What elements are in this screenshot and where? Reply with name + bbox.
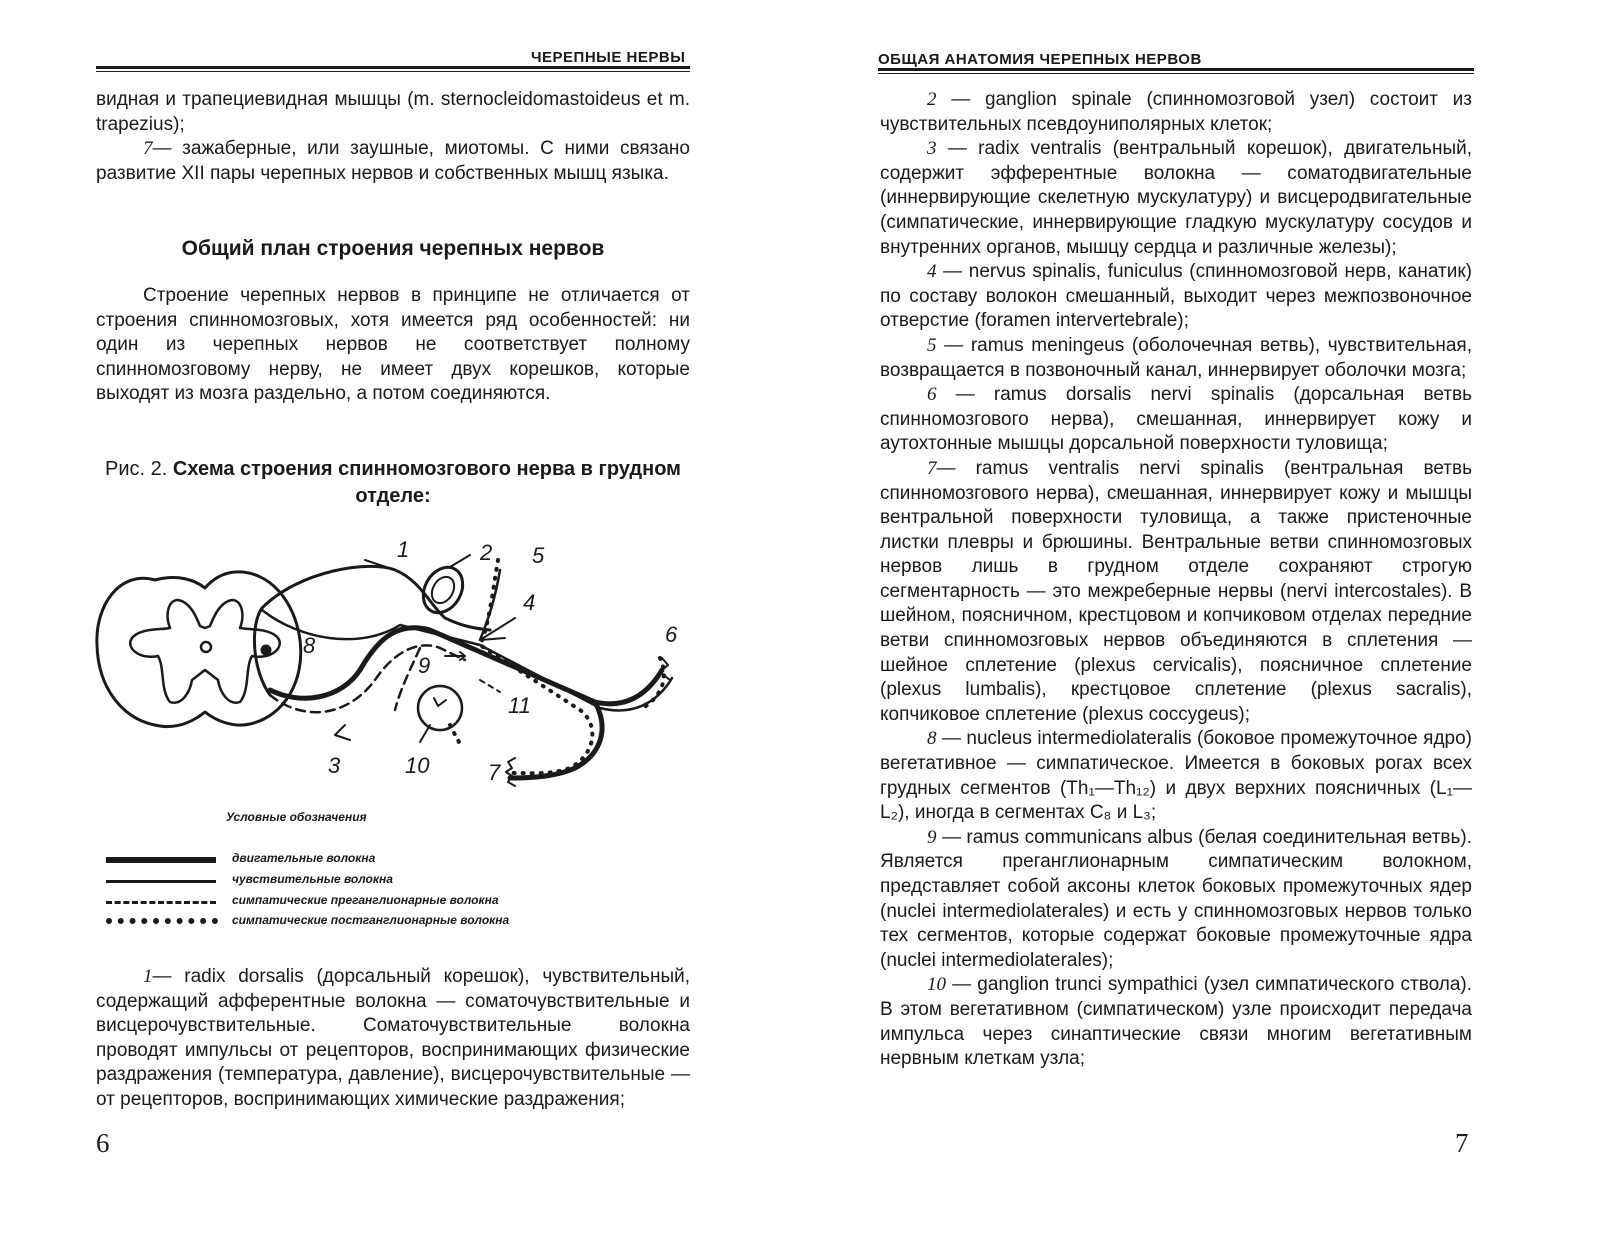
- diagram-label: 2: [480, 540, 493, 565]
- right-page: [800, 0, 1600, 1237]
- header-rule: [96, 66, 690, 69]
- legend-item: двигательные волокна: [106, 853, 536, 867]
- body-text-bottom: [96, 965, 690, 1113]
- section-heading: Общий план строения черепных нервов: [181, 237, 605, 260]
- spinal-ganglion: [415, 560, 470, 620]
- list-item: 8 — nucleus intermediolateralis (боковое промежуточное ядро) вегетативное — симпатическое. Имеется в боковых рогах всех грудных сегментов (Th₁—Th₁₂) и двух верхних поясничных (L₁—L₂), иногда в сегментах C₈ и L₃;: [880, 728, 1472, 824]
- header-rule-thin: [96, 71, 690, 72]
- intro-paragraph: Строение черепных нервов в принципе не отличается от строения спинномозговых, хотя имеется ряд особенностей: ни один из черепных нервов не соответствует полному спинномозговому нерву, не имеет двух корешков, которые выходят из мозга раздельно, а потом соединяются.: [96, 285, 690, 405]
- diagram-label: 7: [488, 760, 501, 785]
- legend-item: симпатические преганглионарные волокна: [106, 895, 536, 909]
- legend-title: Условные обозначения: [226, 810, 367, 824]
- central-canal: [201, 642, 211, 652]
- list-item: 10 — ganglion trunci sympathici (узел симпатического ствола). В этом вегетативном (симпатическом) узле происходит передача импульса через синаптические связи многим вегетативным нервным клеткам узла;: [880, 974, 1472, 1070]
- list-item: 4 — nervus spinalis, funiculus (спинномозговой нерв, канатик) по составу волокон смешанный, выходит через межпозвоночное отверстие (foramen intervertebrale);: [880, 261, 1473, 332]
- diagram-label: 1: [397, 537, 410, 562]
- body-text: [880, 88, 1472, 1072]
- diagram-label: 9: [418, 653, 431, 678]
- running-head: ОБЩАЯ АНАТОМИЯ ЧЕРЕПНЫХ НЕРВОВ: [878, 51, 1202, 68]
- postganglionic-fiber: [480, 560, 592, 773]
- page-number: 6: [96, 1128, 110, 1158]
- paragraph: видная и трапециевидная мышцы (m. sternocleidomastoideus et m. trapezius);: [96, 89, 690, 135]
- spinal-nerve-diagram: [0, 530, 800, 860]
- list-item: 3 — radix ventralis (вентральный корешок), двигательный, содержит эфферентные волокна — соматодвигательные (иннервирующие скелетную мускулатуру) и висцеродвигательные (симпатические, иннервирующие гладкую мускулатуру сосудов и внутренних органов, мышцу сердца и различные железы);: [880, 138, 1472, 258]
- legend-swatch-preganglionic: [106, 901, 216, 904]
- diagram-label: 10: [405, 753, 430, 778]
- diagram-label: 8: [303, 633, 316, 658]
- figure-caption: Рис. 2. Схема строения спинномозгового нерва в грудном отделе:: [105, 458, 681, 507]
- legend-swatch-sensory: [106, 880, 216, 883]
- diagram-label: 5: [532, 543, 545, 568]
- legend-swatch-postganglionic: [106, 918, 218, 924]
- list-item: 5 — ramus meningeus (оболочечная ветвь), чувствительная, возвращается в позвоночный канал, иннервирует оболочки мозга;: [880, 334, 1473, 381]
- list-item: 2 — ganglion spinale (спинномозговой узел) состоит из чувствительных псевдоуниполярных клеток;: [880, 89, 1472, 135]
- page-number: 7: [1455, 1128, 1469, 1158]
- diagram-label: 3: [328, 753, 341, 778]
- legend-item: симпатические постганглионарные волокна: [106, 915, 536, 929]
- diagram-label: 11: [508, 693, 531, 718]
- sympathetic-ganglion: [418, 686, 462, 730]
- running-head: ЧЕРЕПНЫЕ НЕРВЫ: [531, 49, 686, 66]
- legend-swatch-motor: [106, 857, 216, 863]
- list-item: 6 — ramus dorsalis nervi spinalis (дорсальная ветвь спинномозгового нерва), смешанная, иннервирует кожу и аутохтонные мышцы дорсальной поверхности туловища;: [880, 384, 1473, 455]
- list-item: 7— ramus ventralis nervi spinalis (вентральная ветвь спинномозгового нерва), смешанная, иннервирует кожу и мышцы вентральной поверхности туловища, а также пристеночные листки плевры и брюшины. Вентральные ветви спинномозговых нервов лишь в грудном отделе сохраняют строгую сегментарность — это межреберные нервы (nervi intercostales). В шейном, поясничном, крестцовом и копчиковом отделах передние ветви спинномозговых нервов объединяются в сплетения — шейное сплетение (plexus cervicalis), поясничное сплетение (plexus lumbalis), крестцовое сплетение (plexus sacralis), копчиковое сплетение (plexus coccygeus);: [880, 457, 1472, 725]
- list-item: 7— зажаберные, или заушные, миотомы. С ними связано развитие XII пары черепных нервов и собственных мышц языка.: [96, 138, 690, 184]
- diagram-label: 4: [523, 590, 536, 615]
- header-rule: [878, 68, 1474, 71]
- list-item: 9 — ramus communicans albus (белая соединительная ветвь). Является преганглионарным симпатическим волокном, представляет собой аксоны клеток боковых промежуточных ядер (nuclei intermediolaterales) и есть у спинномозговых нервов только тех сегментов, которые содержат боковые промежуточные ядра (nuclei intermediolaterales);: [880, 826, 1473, 971]
- legend-item: чувствительные волокна: [106, 874, 536, 888]
- header-rule-thin: [878, 73, 1474, 74]
- diagram-label: 6: [665, 622, 678, 647]
- list-item: 1— radix dorsalis (дорсальный корешок), чувствительный, содержащий афферентные волокна — соматочувствительные и висцерочувствительные. Соматочувствительные волокна проводят импульсы от рецепторов, воспринимающих физические раздражения (температура, давление), висцерочувствительные — от рецепторов, воспринимающих химические раздражения;: [96, 966, 690, 1110]
- body-text-top: [96, 88, 690, 186]
